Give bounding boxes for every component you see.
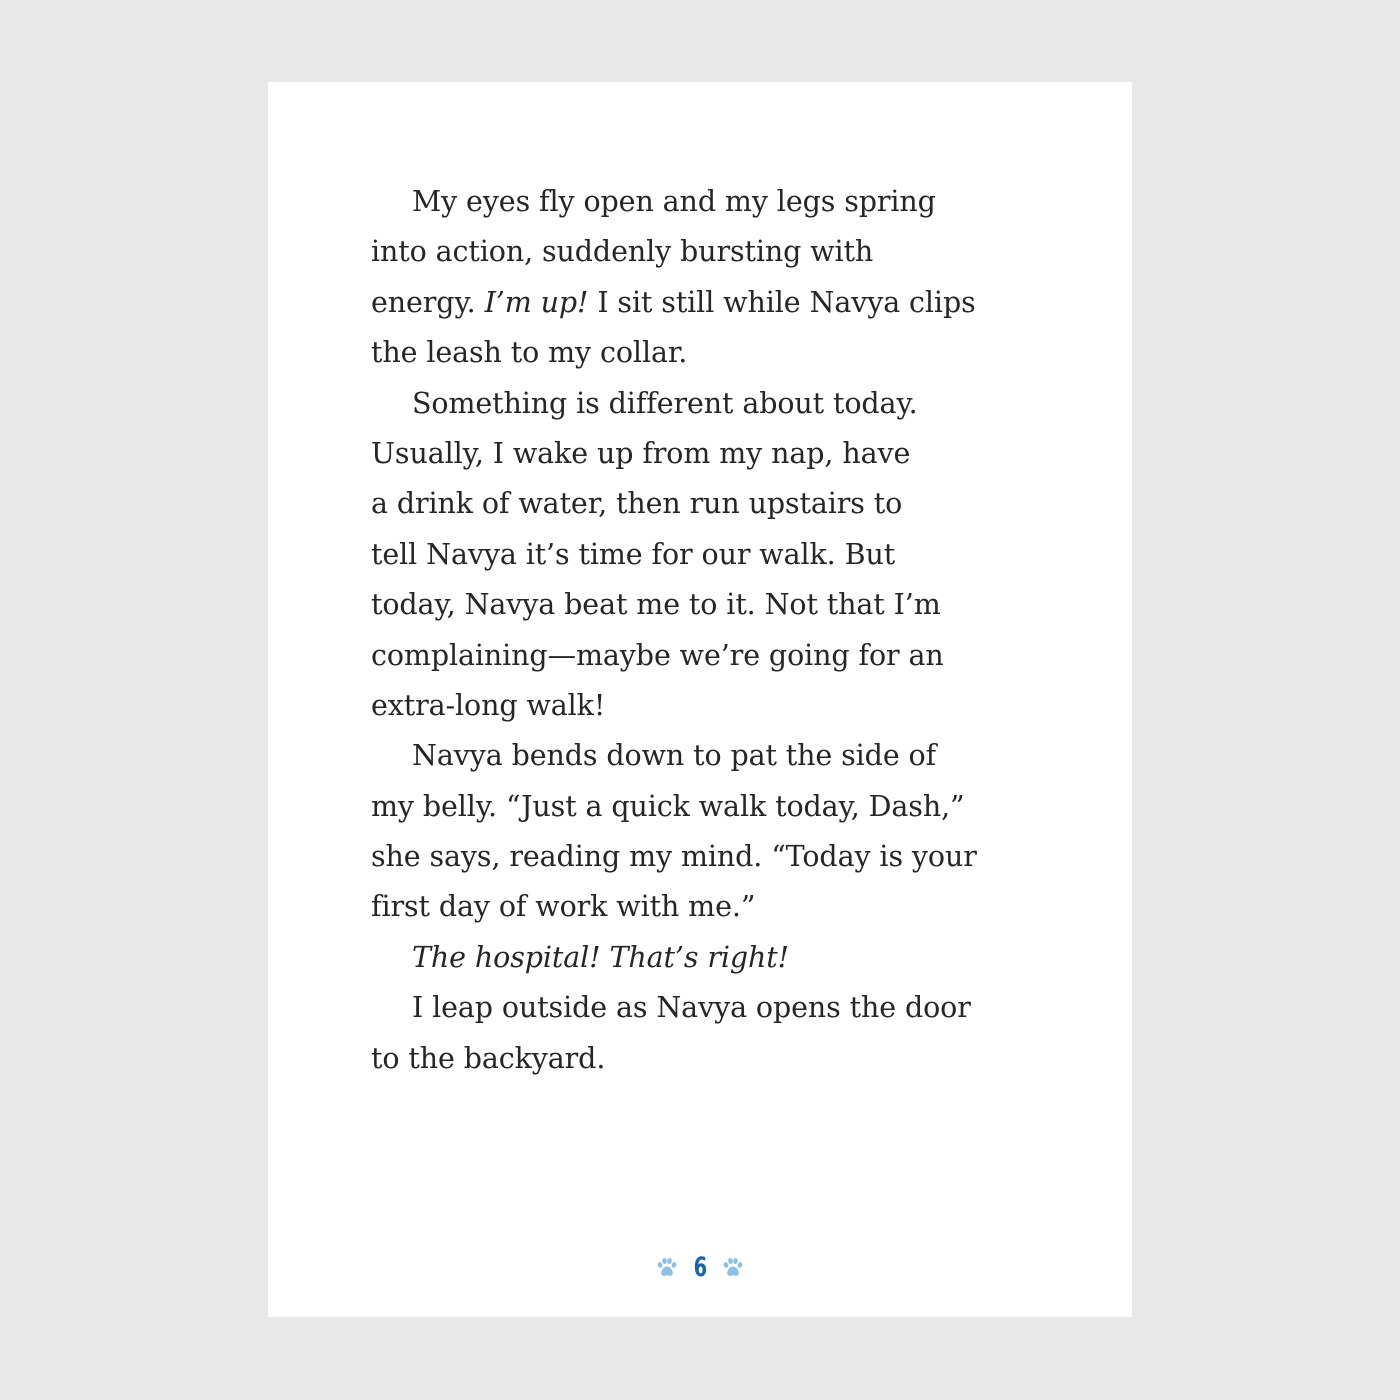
text-line: [371, 933, 1031, 983]
paw-print-icon: [655, 1256, 679, 1280]
text-line: [371, 328, 1031, 378]
text-run: complaining—maybe we’re going for an: [371, 638, 944, 672]
text-run: My eyes fly open and my legs spring: [412, 185, 936, 218]
text-run: today, Navya beat me to it. Not that I’m: [371, 588, 941, 622]
text-run: she says, reading my mind. “Today is your: [371, 840, 977, 874]
text-line: [371, 227, 1031, 277]
text-line: [371, 278, 1031, 328]
text-line: [371, 1034, 1031, 1084]
text-run: first day of work with me.”: [371, 890, 756, 924]
text-run: energy.: [371, 285, 485, 319]
text-line: [371, 580, 1031, 630]
story-text: [371, 177, 1031, 1084]
text-run: I sit still while Navya clips: [588, 285, 976, 319]
text-line: [371, 429, 1031, 479]
text-line: [371, 631, 1031, 681]
text-run: Usually, I wake up from my nap, have: [371, 436, 911, 470]
text-line: [371, 832, 1031, 882]
book-page: [268, 82, 1132, 1317]
text-run: Navya bends down to pat the side of: [412, 739, 937, 773]
text-line: [371, 983, 1031, 1033]
italic-text: The hospital! That’s right!: [412, 940, 789, 974]
text-line: [371, 530, 1031, 580]
page-number: 6: [693, 1252, 707, 1283]
text-run: into action, suddenly bursting with: [371, 235, 874, 269]
text-line: [371, 177, 1031, 227]
text-line: [371, 479, 1031, 529]
text-run: my belly. “Just a quick walk today, Dash,”: [371, 789, 965, 823]
paw-print-icon: [721, 1256, 745, 1280]
text-run: the leash to my collar.: [371, 336, 688, 370]
text-line: [371, 379, 1031, 429]
text-line: [371, 782, 1031, 832]
text-line: [371, 681, 1031, 731]
text-run: extra-long walk!: [371, 688, 606, 722]
page-footer: [268, 1248, 1132, 1288]
text-run: tell Navya it’s time for our walk. But: [371, 537, 896, 571]
text-line: [371, 882, 1031, 932]
italic-text: I’m up!: [484, 285, 589, 319]
text-run: to the backyard.: [371, 1041, 606, 1075]
text-line: [371, 731, 1031, 781]
text-run: a drink of water, then run upstairs to: [371, 487, 903, 521]
text-run: Something is different about today.: [412, 386, 918, 420]
text-run: I leap outside as Navya opens the door: [412, 991, 971, 1025]
